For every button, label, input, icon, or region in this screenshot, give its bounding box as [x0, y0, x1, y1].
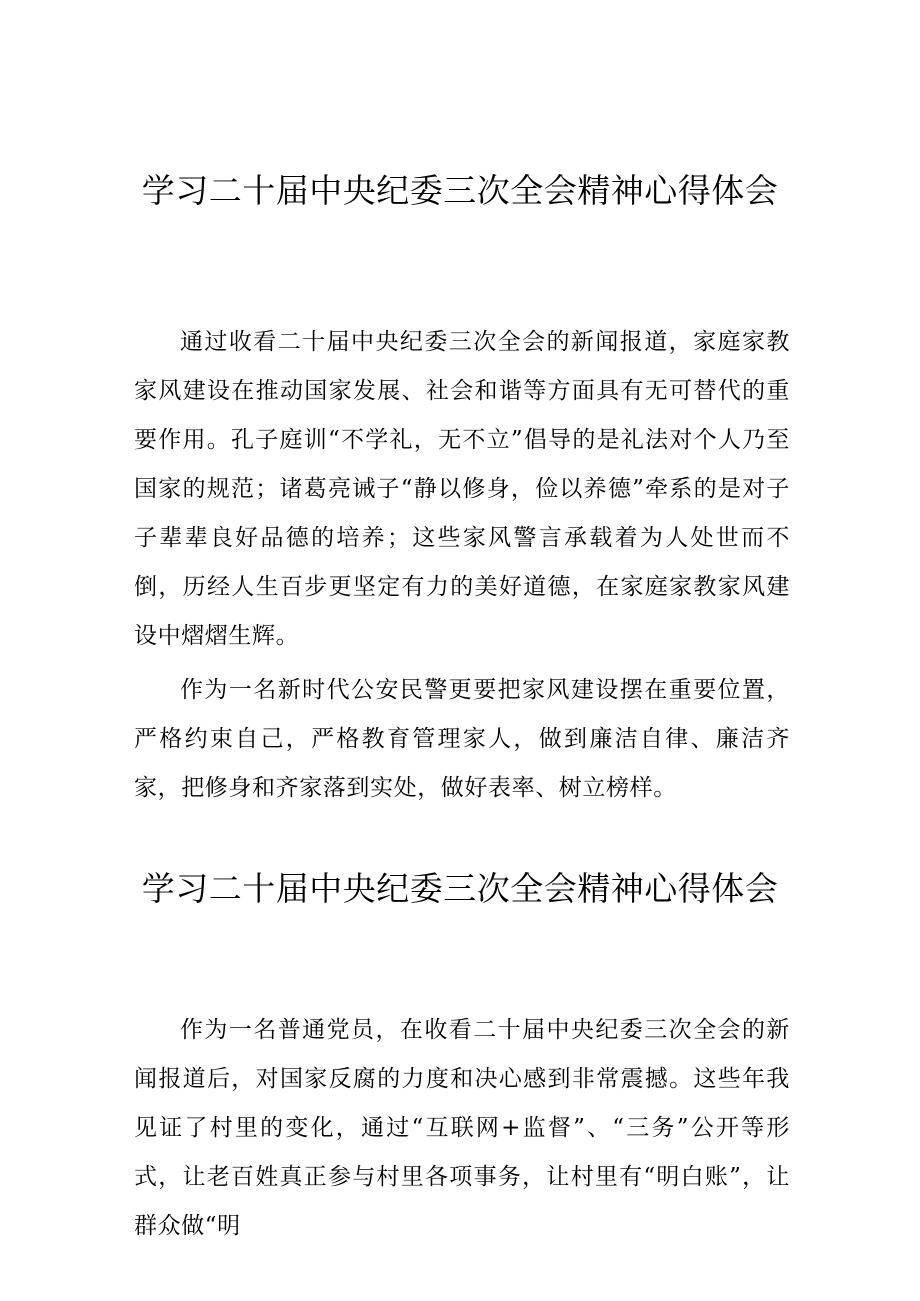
section-1-paragraph-2: 作为一名新时代公安民警更要把家风建设摆在重要位置，严格约束自己，严格教育管理家人，做到廉洁自律、廉洁齐家，把修身和齐家落到实处，做好表率、树立榜样。	[134, 677, 790, 801]
section-1-paragraph-1: 通过收看二十届中央纪委三次全会的新闻报道，家庭家教家风建设在推动国家发展、社会和谐等方面具有无可替代的重要作用。孔子庭训“不学礼，无不立”倡导的是礼法对个人乃至国家的规范；诸葛亮诫子“静以修身，俭以养德”牵系的是对子子辈辈良好品德的培养；这些家风警言承载着为人处世而不倒，历经人生百步更坚定有力的美好道德，在家庭家教家风建设中熠熠生辉。	[134, 329, 790, 649]
section-2-title: 学习二十届中央纪委三次全会精神心得体会	[141, 869, 779, 908]
section-2-paragraph-1: 作为一名普通党员，在收看二十届中央纪委三次全会的新闻报道后，对国家反腐的力度和决心感到非常震撼。这些年我见证了村里的变化，通过“互联网+监督”、“三务”公开等形式，让老百姓真正参与村里各项事务，让村里有“明白账”，让群众做“明	[134, 1017, 790, 1239]
section-1-title: 学习二十届中央纪委三次全会精神心得体会	[141, 171, 779, 210]
